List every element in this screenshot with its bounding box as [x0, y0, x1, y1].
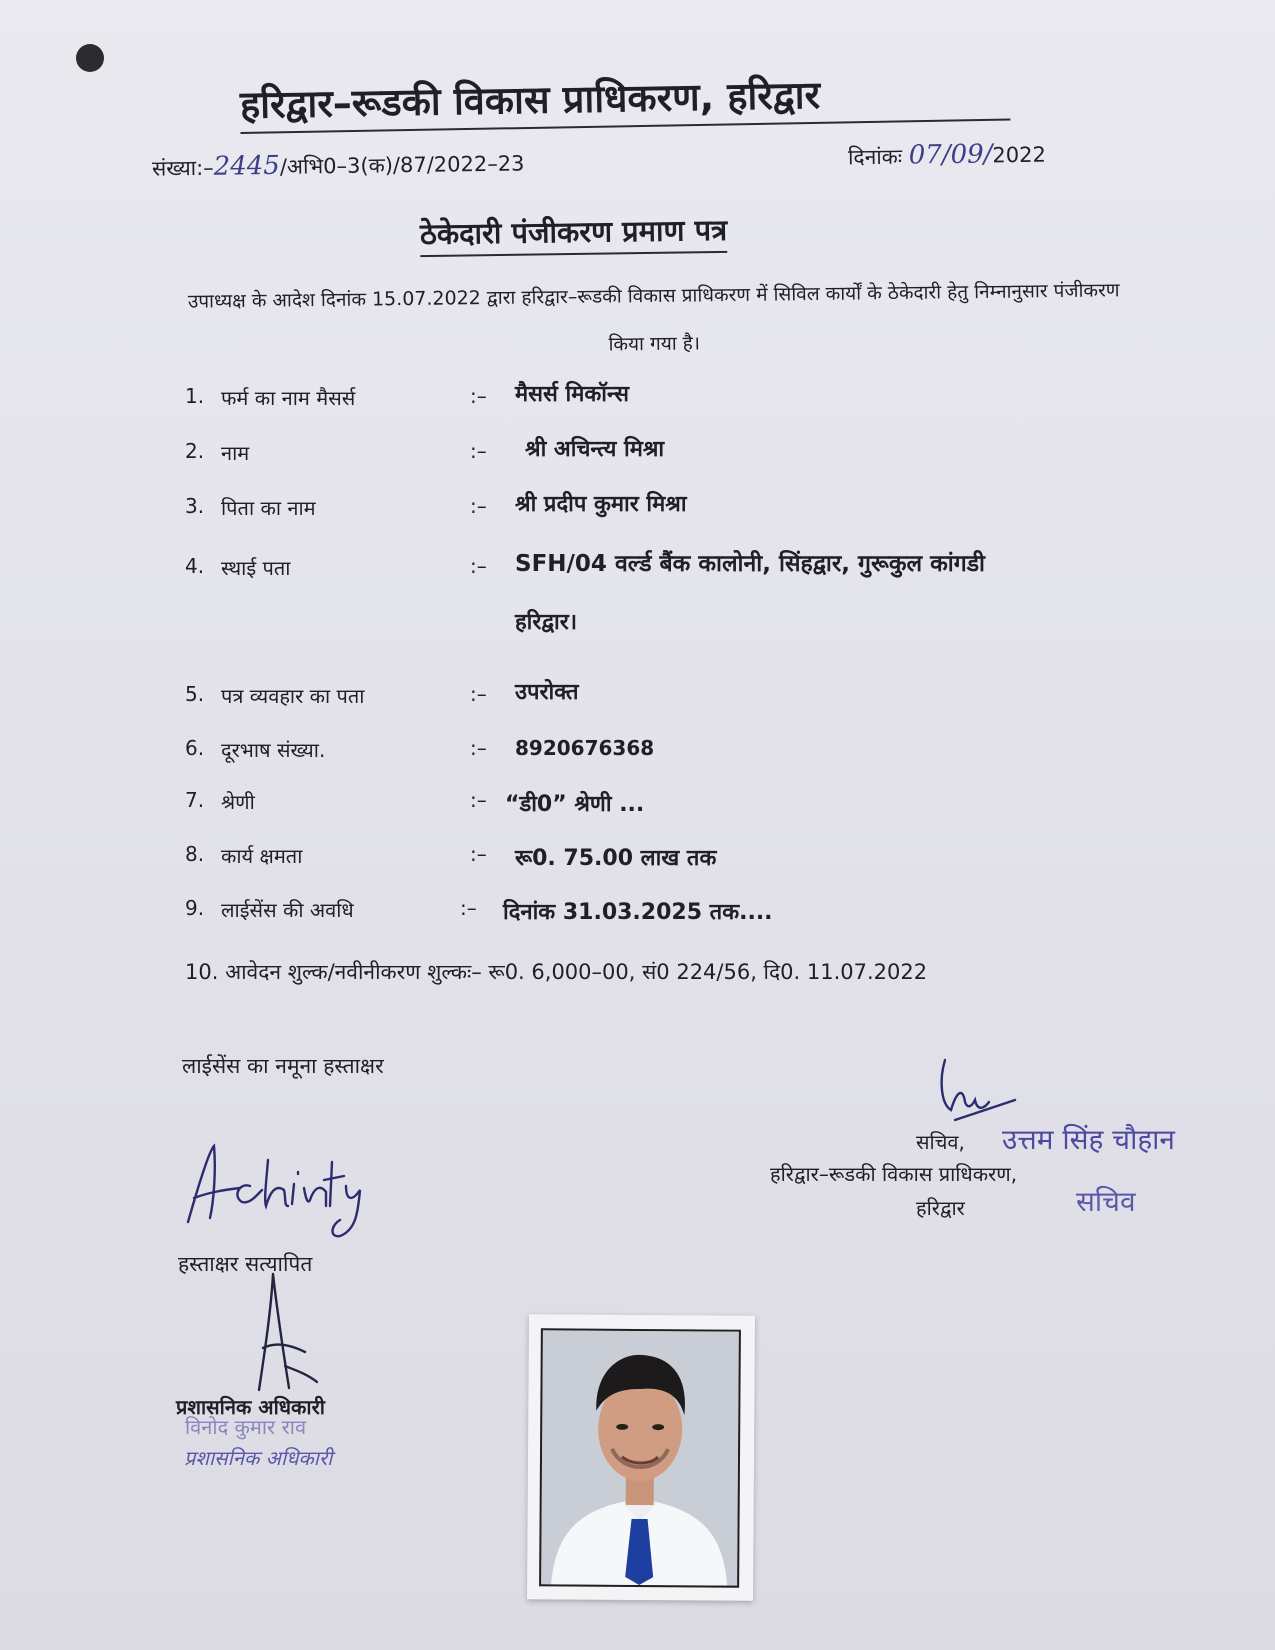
detail-separator: :– — [470, 554, 487, 578]
sample-signature-label: लाईसेंस का नमूना हस्ताक्षर — [182, 1054, 384, 1078]
detail-number: 9. — [185, 896, 205, 920]
admin-officer-label: प्रशासनिक अधिकारी — [176, 1395, 325, 1419]
secretary-stamp-title: सचिव — [1076, 1185, 1136, 1218]
detail-value: मैसर्स मिकॉन्स — [515, 382, 629, 407]
detail-label: पिता का नाम — [221, 496, 316, 520]
detail-number: 8. — [185, 842, 205, 866]
reference-number — [152, 147, 525, 182]
detail-value: उपरोक्त — [515, 680, 579, 705]
detail-number: 7. — [185, 788, 205, 812]
detail-value-line2: हरिद्वार। — [515, 610, 578, 635]
detail-number: 4. — [185, 554, 205, 578]
detail-value: रू0. 75.00 लाख तक — [515, 846, 717, 871]
date-year: 2022 — [992, 142, 1047, 168]
detail-separator: :– — [470, 439, 487, 463]
ref-suffix: /अभि0–3(क)/87/2022–23 — [279, 151, 525, 179]
applicant-signature — [180, 1140, 380, 1240]
secretary-stamp-name: उत्तम सिंह चौहान — [1002, 1123, 1175, 1156]
detail-value: “डी0” श्रेणी ... — [505, 792, 645, 817]
date-handwritten: 07/09/ — [908, 139, 993, 171]
detail-separator: :– — [470, 736, 487, 760]
person-portrait-icon — [541, 1330, 739, 1585]
detail-label: लाईसेंस की अवधि — [221, 898, 354, 922]
secretary-signature — [935, 1050, 1025, 1130]
detail-label: श्रेणी — [221, 790, 255, 814]
ref-handwritten: 2445 — [213, 150, 281, 182]
detail-number: 2. — [185, 439, 205, 463]
admin-signature — [255, 1270, 335, 1400]
applicant-photo — [539, 1328, 741, 1587]
detail-label: फर्म का नाम मैसर्स — [221, 386, 356, 410]
detail-number: 6. — [185, 736, 205, 760]
detail-label: पत्र व्यवहार का पता — [221, 684, 365, 708]
org-title: हरिद्वार–रूडकी विकास प्राधिकरण, हरिद्वार — [240, 65, 1011, 134]
date-label: दिनांकः — [847, 144, 903, 170]
photo-card — [527, 1314, 755, 1601]
detail-value: श्री अचिन्त्य मिश्रा — [525, 437, 665, 462]
detail-label: दूरभाष संख्या. — [221, 738, 326, 762]
detail-value: SFH/04 वर्ल्ड बैंक कालोनी, सिंहद्वार, गुरूकुल कांगडी — [515, 551, 985, 577]
detail-label: स्थाई पता — [221, 556, 291, 580]
detail-number: 1. — [185, 384, 205, 408]
detail-separator: :– — [470, 788, 487, 812]
detail-value: श्री प्रदीप कुमार मिश्रा — [515, 492, 687, 517]
ref-prefix: संख्या:– — [151, 155, 214, 181]
detail-separator: :– — [470, 494, 487, 518]
secretary-title: सचिव, — [916, 1130, 965, 1154]
fee-line: 10. आवेदन शुल्क/नवीनीकरण शुल्कः– रू0. 6,000–00, सं0 224/56, दि0. 11.07.2022 — [185, 960, 928, 984]
certificate-title: ठेकेदारी पंजीकरण प्रमाण पत्र — [420, 210, 728, 257]
intro-paragraph: उपाध्यक्ष के आदेश दिनांक 15.07.2022 द्वारा हरिद्वार–रूडकी विकास प्राधिकरण में सिविल कार्यों के ठेकेदारी हेतु निम्नानुसार पंजीकरण किया गया है। — [187, 279, 1120, 356]
detail-number: 3. — [185, 494, 205, 518]
secretary-city: हरिद्वार — [916, 1196, 965, 1220]
admin-stamp-name: विनोद कुमार राव — [185, 1415, 307, 1439]
detail-label: नाम — [221, 441, 250, 465]
detail-separator: :– — [470, 384, 487, 408]
detail-separator: :– — [460, 896, 477, 920]
signature-verified-label: हस्ताक्षर सत्यापित — [178, 1252, 313, 1276]
detail-value: 8920676368 — [515, 736, 655, 760]
issue-date — [848, 139, 1046, 172]
detail-separator: :– — [470, 682, 487, 706]
detail-number: 5. — [185, 682, 205, 706]
detail-value: दिनांक 31.03.2025 तक.... — [503, 900, 773, 925]
detail-label: कार्य क्षमता — [221, 844, 303, 868]
punch-hole — [76, 44, 104, 72]
secretary-org: हरिद्वार–रूडकी विकास प्राधिकरण, — [770, 1162, 1018, 1186]
detail-separator: :– — [470, 842, 487, 866]
admin-stamp-title: प्रशासनिक अधिकारी — [184, 1446, 333, 1470]
